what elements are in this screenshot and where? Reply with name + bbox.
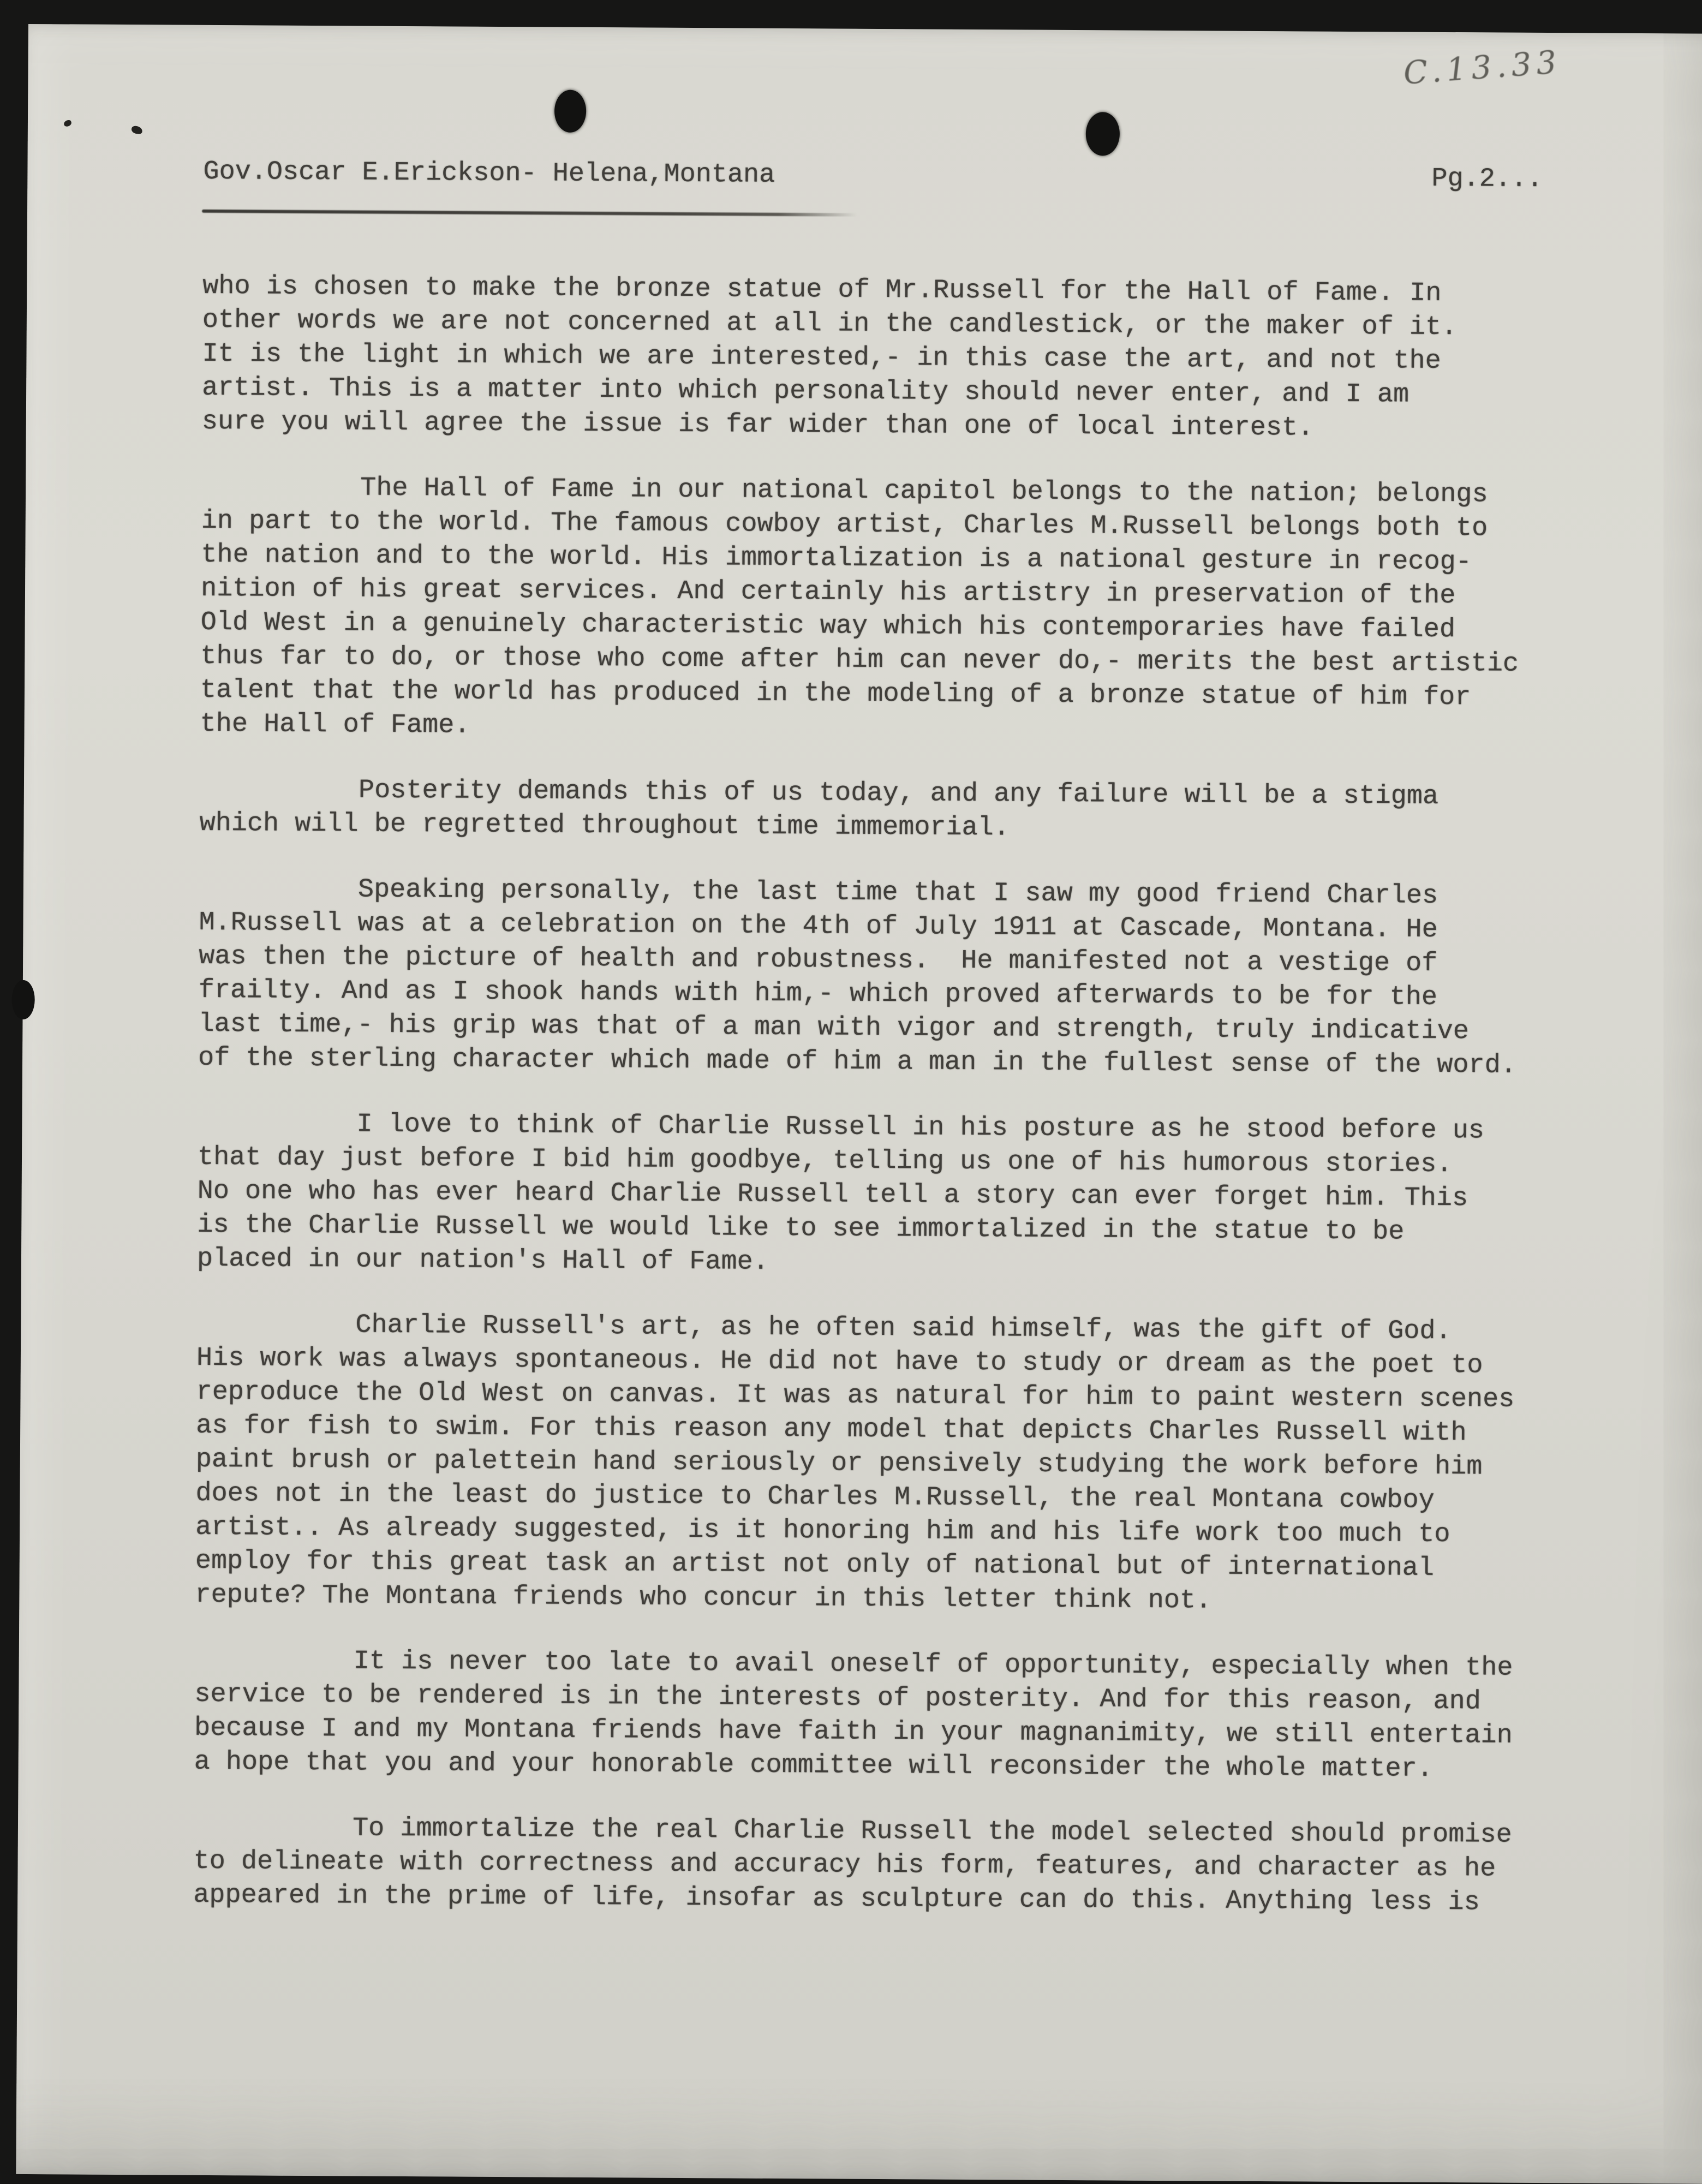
typed-line: Posterity demands this of us today, and any failure will be a stigma	[200, 773, 1518, 814]
paragraph	[194, 1644, 1513, 1787]
ink-speck	[63, 120, 72, 127]
letter-body	[193, 270, 1521, 1952]
punch-hole-icon	[1086, 112, 1120, 156]
typed-line: To immortalize the real Charlie Russell the model selected should promise	[194, 1811, 1512, 1852]
typed-line: His work was always spontaneous. He did not have to study or dream as the poet to	[196, 1341, 1515, 1383]
typed-line: which will be regretted throughout time immemorial.	[199, 807, 1518, 848]
paragraph	[197, 1107, 1516, 1284]
typed-line: artist. This is a matter into which personality should never enter, and I am	[202, 371, 1520, 413]
header-underline-rule	[202, 210, 857, 217]
typed-line: was then the picture of health and robustness. He manifested not a vestige of	[199, 940, 1517, 981]
typed-line: It is never too late to avail oneself of opportunity, especially when the	[195, 1644, 1513, 1685]
typed-line: paint brush or palettein hand seriously or pensively studying the work before him	[196, 1443, 1514, 1484]
typed-line: because I and my Montana friends have faith in your magnanimity, we still entertain	[194, 1711, 1513, 1753]
paragraph	[195, 1308, 1515, 1620]
typed-line: a hope that you and your honorable committee will reconsider the whole matter.	[194, 1745, 1512, 1787]
paragraph	[202, 270, 1521, 446]
typed-line: thus far to do, or those who come after him can never do,- merits the best artistic	[200, 640, 1519, 681]
typed-line: of the sterling character which made of him a man in the fullest sense of the word.	[198, 1041, 1516, 1083]
typed-line: is the Charlie Russell we would like to see immortalized in the statue to be	[197, 1208, 1515, 1250]
paragraph	[198, 872, 1518, 1083]
typed-line: placed in our nation's Hall of Fame.	[197, 1242, 1515, 1284]
typed-line: sure you will agree the issue is far wider than one of local interest.	[202, 405, 1520, 446]
paragraph	[193, 1811, 1512, 1920]
header-addressee: Gov.Oscar E.Erickson- Helena,Montana	[203, 155, 775, 192]
typed-line: reproduce the Old West on canvas. It was as natural for him to paint western scenes	[196, 1375, 1514, 1417]
typed-line: artist.. As already suggested, is it honoring him and his life work too much to	[195, 1511, 1514, 1552]
archival-note-handwritten: C.13.33	[1402, 43, 1562, 92]
typed-line: in part to the world. The famous cowboy artist, Charles M.Russell belongs both to	[201, 504, 1520, 546]
typed-line: I love to think of Charlie Russell in his posture as he stood before us	[198, 1107, 1516, 1148]
typed-line: to delineate with correctness and accuracy his form, features, and character as he	[193, 1845, 1512, 1886]
typed-line: the Hall of Fame.	[200, 707, 1518, 749]
typed-line: It is the light in which we are interested,- in this case the art, and not the	[202, 337, 1520, 379]
typed-line: last time,- his grip was that of a man with vigor and strength, truly indicative	[198, 1007, 1516, 1049]
typed-line: as for fish to swim. For this reason any model that depicts Charles Russell with	[196, 1409, 1514, 1451]
paragraph	[200, 470, 1520, 749]
typed-line: No one who has ever heard Charlie Russell tell a story can ever forget him. This	[198, 1174, 1516, 1216]
typed-line: other words we are not concerned at all in the candlestick, or the maker of it.	[202, 303, 1521, 345]
page-number: Pg.2...	[1431, 162, 1543, 196]
edge-notch	[11, 980, 34, 1019]
typed-line: the nation and to the world. His immortalization is a national gesture in recog-	[201, 538, 1519, 580]
ink-speck	[131, 126, 143, 135]
typed-line: Charlie Russell's art, as he often said himself, was the gift of God.	[196, 1308, 1515, 1349]
typed-line: M.Russell was at a celebration on the 4th of July 1911 at Cascade, Montana. He	[199, 906, 1517, 947]
paragraph	[199, 773, 1518, 848]
punch-hole-icon	[554, 90, 586, 133]
typed-line: frailty. And as I shook hands with him,- which proved afterwards to be for the	[199, 974, 1517, 1015]
typed-line: does not in the least do justice to Charles M.Russell, the real Montana cowboy	[195, 1477, 1514, 1518]
typed-line: Speaking personally, the last time that I saw my good friend Charles	[199, 872, 1518, 914]
typed-line: employ for this great task an artist not only of national but of international	[195, 1544, 1514, 1586]
typed-line: talent that the world has produced in the modeling of a bronze statue of him for	[200, 673, 1519, 715]
typed-line: service to be rendered is in the interests of posterity. And for this reason, and	[194, 1678, 1513, 1719]
document-page	[16, 24, 1702, 2184]
typed-line: Old West in a genuinely characteristic way which his contemporaries have failed	[201, 606, 1519, 647]
typed-line: appeared in the prime of life, insofar as sculpture can do this. Anything less is	[193, 1878, 1512, 1920]
typed-line: that day just before I bid him goodbye, telling us one of his humorous stories.	[198, 1141, 1516, 1182]
typed-line: repute? The Montana friends who concur in this letter think not.	[195, 1578, 1513, 1620]
typed-line: who is chosen to make the bronze statue of Mr.Russell for the Hall of Fame. In	[202, 270, 1521, 311]
typed-line: nition of his great services. And certainly his artistry in preservation of the	[201, 572, 1519, 613]
typed-line: The Hall of Fame in our national capitol belongs to the nation; belongs	[201, 470, 1520, 512]
